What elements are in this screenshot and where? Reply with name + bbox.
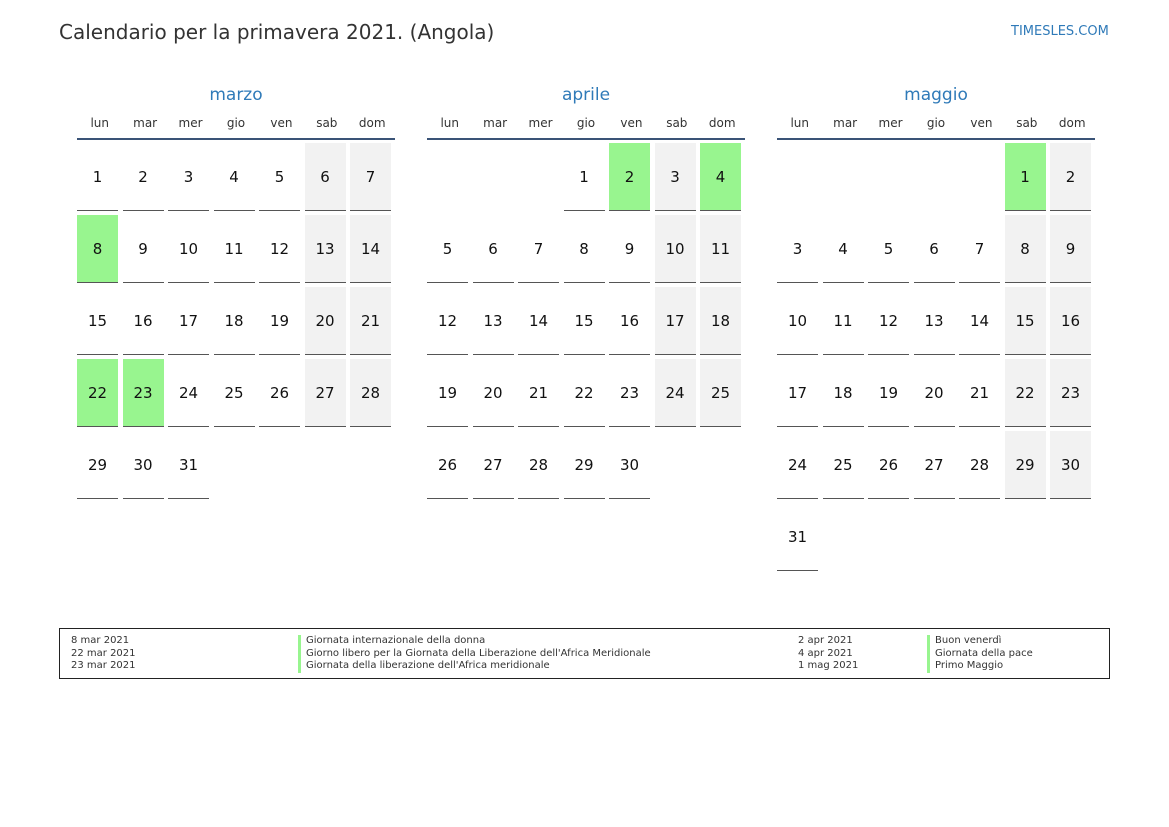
day-cell: 14 xyxy=(518,287,559,355)
day-cell: 7 xyxy=(350,143,391,211)
legend-date: 4 apr 2021 xyxy=(798,647,853,659)
holiday-legend xyxy=(59,628,1110,679)
day-cell: 11 xyxy=(214,215,255,283)
weekday-label: mer xyxy=(178,116,203,130)
weekday-label: mer xyxy=(878,116,903,130)
day-cell: 4 xyxy=(214,143,255,211)
day-cell: 17 xyxy=(655,287,696,355)
legend-holiday-name: Giornata della pace xyxy=(927,648,1033,661)
day-cell: 15 xyxy=(1005,287,1046,355)
day-cell: 5 xyxy=(259,143,300,211)
weekday-label: mar xyxy=(833,116,858,130)
day-cell: 21 xyxy=(350,287,391,355)
weekday-label: gio xyxy=(576,116,596,130)
day-cell: 8 xyxy=(564,215,605,283)
day-cell: 14 xyxy=(350,215,391,283)
weekday-label: sab xyxy=(1016,116,1038,130)
day-cell: 10 xyxy=(777,287,818,355)
day-cell: 17 xyxy=(168,287,209,355)
day-cell: 25 xyxy=(214,359,255,427)
day-cell: 1 xyxy=(564,143,605,211)
weekday-header xyxy=(77,115,395,140)
weekday-label: gio xyxy=(226,116,246,130)
weekday-label: sab xyxy=(316,116,338,130)
month-april xyxy=(427,84,745,499)
day-cell: 16 xyxy=(609,287,650,355)
day-cell: 23 xyxy=(609,359,650,427)
day-cell: 27 xyxy=(914,431,955,499)
day-cell: 6 xyxy=(914,215,955,283)
legend-holiday-name: Giorno libero per la Giornata della Liberazione dell'Africa Meridionale xyxy=(298,648,651,661)
day-cell: 11 xyxy=(700,215,741,283)
day-cell: 29 xyxy=(77,431,118,499)
day-cell: 5 xyxy=(868,215,909,283)
day-cell: 9 xyxy=(1050,215,1091,283)
weekday-label: mar xyxy=(483,116,508,130)
day-cell: 29 xyxy=(564,431,605,499)
day-cell: 15 xyxy=(77,287,118,355)
month-may xyxy=(777,84,1095,571)
day-cell: 26 xyxy=(259,359,300,427)
empty-cell xyxy=(427,143,468,210)
day-cell: 3 xyxy=(655,143,696,211)
day-cell: 29 xyxy=(1005,431,1046,499)
day-cell: 19 xyxy=(868,359,909,427)
day-cell: 27 xyxy=(473,431,514,499)
day-cell: 23 xyxy=(1050,359,1091,427)
month-name: marzo xyxy=(209,85,263,105)
day-cell: 21 xyxy=(959,359,1000,427)
day-cell: 31 xyxy=(777,503,818,571)
day-cell: 9 xyxy=(123,215,164,283)
day-cell: 12 xyxy=(868,287,909,355)
empty-cell xyxy=(914,143,955,210)
day-cell: 30 xyxy=(1050,431,1091,499)
day-cell: 22 xyxy=(564,359,605,427)
weekday-label: ven xyxy=(620,116,643,130)
legend-date: 23 mar 2021 xyxy=(71,660,136,671)
day-cell: 13 xyxy=(914,287,955,355)
month-name: maggio xyxy=(904,85,968,105)
holiday-day-cell: 22 xyxy=(77,359,118,427)
empty-cell xyxy=(518,143,559,210)
day-cell: 18 xyxy=(700,287,741,355)
day-cell: 21 xyxy=(518,359,559,427)
day-cell: 28 xyxy=(959,431,1000,499)
legend-holiday-name: Primo Maggio xyxy=(927,660,1033,673)
weekday-label: mar xyxy=(133,116,158,130)
day-cell: 1 xyxy=(77,143,118,211)
weekday-label: dom xyxy=(358,116,386,130)
day-cell: 5 xyxy=(427,215,468,283)
day-cell: 6 xyxy=(305,143,346,211)
day-cell: 9 xyxy=(609,215,650,283)
day-cell: 20 xyxy=(914,359,955,427)
legend-names-right xyxy=(927,635,1033,673)
day-cell: 28 xyxy=(350,359,391,427)
day-grid xyxy=(777,143,1095,571)
day-cell: 25 xyxy=(823,431,864,499)
day-cell: 25 xyxy=(700,359,741,427)
weekday-label: gio xyxy=(926,116,946,130)
legend-holiday-name: Giornata internazionale della donna xyxy=(298,635,651,648)
weekday-label: mer xyxy=(528,116,553,130)
day-cell: 7 xyxy=(959,215,1000,283)
day-cell: 26 xyxy=(868,431,909,499)
month-march xyxy=(77,84,395,499)
empty-cell xyxy=(823,143,864,210)
day-cell: 3 xyxy=(168,143,209,211)
holiday-day-cell: 4 xyxy=(700,143,741,211)
day-cell: 19 xyxy=(427,359,468,427)
day-cell: 30 xyxy=(609,431,650,499)
page-title: Calendario per la primavera 2021. (Angola) xyxy=(59,20,495,44)
month-name: aprile xyxy=(561,85,611,105)
day-cell: 27 xyxy=(305,359,346,427)
day-cell: 2 xyxy=(123,143,164,211)
site-link[interactable]: TIMESLES.COM xyxy=(1011,24,1109,39)
day-cell: 6 xyxy=(473,215,514,283)
day-cell: 14 xyxy=(959,287,1000,355)
day-cell: 20 xyxy=(305,287,346,355)
day-cell: 3 xyxy=(777,215,818,283)
legend-dates-right xyxy=(798,635,858,673)
day-cell: 17 xyxy=(777,359,818,427)
legend-names-left xyxy=(298,635,651,673)
weekday-label: sab xyxy=(666,116,688,130)
holiday-day-cell: 1 xyxy=(1005,143,1046,211)
legend-date: 2 apr 2021 xyxy=(798,635,853,646)
day-grid xyxy=(77,143,395,499)
day-cell: 31 xyxy=(168,431,209,499)
day-cell: 28 xyxy=(518,431,559,499)
weekday-label: ven xyxy=(270,116,293,130)
day-cell: 8 xyxy=(1005,215,1046,283)
day-cell: 24 xyxy=(777,431,818,499)
day-grid xyxy=(427,143,745,499)
holiday-day-cell: 23 xyxy=(123,359,164,427)
day-cell: 24 xyxy=(168,359,209,427)
holiday-day-cell: 8 xyxy=(77,215,118,283)
weekday-label: dom xyxy=(708,116,736,130)
day-cell: 11 xyxy=(823,287,864,355)
day-cell: 7 xyxy=(518,215,559,283)
day-cell: 24 xyxy=(655,359,696,427)
day-cell: 4 xyxy=(823,215,864,283)
legend-date: 22 mar 2021 xyxy=(71,647,136,659)
legend-holiday-name: Buon venerdì xyxy=(927,635,1033,648)
weekday-label: lun xyxy=(90,116,109,130)
day-cell: 18 xyxy=(823,359,864,427)
day-cell: 22 xyxy=(1005,359,1046,427)
holiday-day-cell: 2 xyxy=(609,143,650,211)
day-cell: 10 xyxy=(655,215,696,283)
day-cell: 12 xyxy=(427,287,468,355)
day-cell: 10 xyxy=(168,215,209,283)
weekday-header xyxy=(777,115,1095,140)
legend-date: 8 mar 2021 xyxy=(71,635,130,646)
weekday-label: dom xyxy=(1058,116,1086,130)
day-cell: 15 xyxy=(564,287,605,355)
day-cell: 16 xyxy=(1050,287,1091,355)
day-cell: 12 xyxy=(259,215,300,283)
day-cell: 30 xyxy=(123,431,164,499)
day-cell: 2 xyxy=(1050,143,1091,211)
weekday-label: ven xyxy=(970,116,993,130)
legend-holiday-name: Giornata della liberazione dell'Africa meridionale xyxy=(298,660,651,673)
day-cell: 16 xyxy=(123,287,164,355)
day-cell: 26 xyxy=(427,431,468,499)
legend-dates-left xyxy=(71,635,136,673)
day-cell: 13 xyxy=(305,215,346,283)
day-cell: 18 xyxy=(214,287,255,355)
empty-cell xyxy=(777,143,818,210)
day-cell: 19 xyxy=(259,287,300,355)
empty-cell xyxy=(959,143,1000,210)
weekday-header xyxy=(427,115,745,140)
weekday-label: lun xyxy=(440,116,459,130)
day-cell: 13 xyxy=(473,287,514,355)
weekday-label: lun xyxy=(790,116,809,130)
empty-cell xyxy=(473,143,514,210)
empty-cell xyxy=(868,143,909,210)
legend-date: 1 mag 2021 xyxy=(798,660,859,671)
day-cell: 20 xyxy=(473,359,514,427)
